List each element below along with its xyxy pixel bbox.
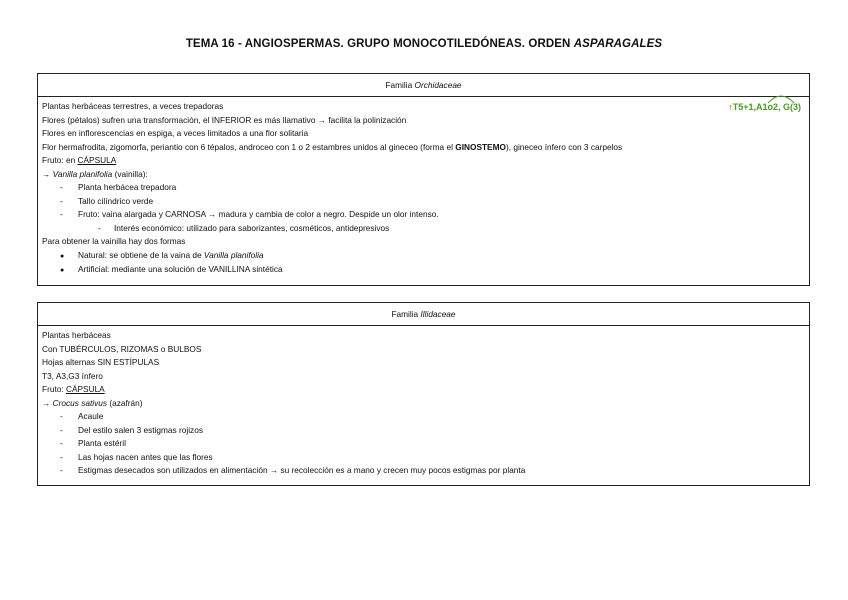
bullet-text: Natural: se obtiene de la vaina de xyxy=(78,249,204,260)
list-item-text: Planta herbácea trepadora xyxy=(78,182,177,192)
arrow-icon: → xyxy=(42,168,53,179)
bullet-item xyxy=(42,263,805,278)
orchidaceae-body xyxy=(38,97,809,282)
title-italic-tail: ASPARAGALES xyxy=(573,38,663,50)
bullet-item xyxy=(42,249,805,264)
dash-marker: - xyxy=(60,451,63,462)
sub-list-item xyxy=(42,222,805,236)
orchid-fruit xyxy=(42,154,805,168)
bullet-icon: ● xyxy=(60,267,65,274)
orchid-line-1: Plantas herbáceas terrestres, a veces trepadoras xyxy=(42,101,224,111)
dash-marker: - xyxy=(60,424,63,435)
list-item xyxy=(42,181,805,195)
page-title xyxy=(0,38,848,50)
iris-species-name: Crocus sativus xyxy=(52,397,108,408)
orchid-species xyxy=(42,168,805,182)
orchid-line-2: Flores (pétalos) sufren una transformación, el INFERIOR es más llamativo → facilita la polinización xyxy=(42,114,407,125)
iridaceae-header-name: Illidaceae xyxy=(420,309,456,319)
list-item xyxy=(42,195,805,209)
arrow-icon: → xyxy=(42,397,53,408)
list-item xyxy=(42,424,805,438)
sub-list-item-text: Interés económico: utilizado para saborizantes, cosméticos, antidepresivos xyxy=(114,222,390,233)
orchidaceae-header xyxy=(38,74,809,97)
list-item xyxy=(42,208,805,222)
bullet-text-italic: Vanilla planifolia xyxy=(203,249,264,260)
iridaceae-body xyxy=(38,326,809,482)
iris-fruit xyxy=(42,383,805,397)
zygomorphic-arrow-icon: ↑ xyxy=(728,102,733,112)
fusion-arc-icon xyxy=(766,92,796,104)
iris-species-common: (azafrán) xyxy=(107,397,143,408)
orchid-species-common: (vainilla): xyxy=(112,168,148,179)
bullet-icon: ● xyxy=(60,252,65,260)
iris-species xyxy=(42,397,805,411)
floral-formula xyxy=(728,101,801,115)
list-item xyxy=(42,451,805,465)
floral-formula-text: T5+1,A1o2, G(3) xyxy=(732,102,801,112)
orchidaceae-box xyxy=(37,73,810,286)
iris-fruit-value: CÁPSULA xyxy=(65,384,105,394)
list-item-text: Tallo cilíndrico verde xyxy=(78,195,154,206)
list-item-text: Acaule xyxy=(78,411,104,421)
list-item-text: Las hojas nacen antes que las flores xyxy=(78,451,213,462)
orchid-line-3: Flores en inflorescencias en espiga, a veces limitados a una flor solitaria xyxy=(42,128,309,138)
orchid-fruit-value: CÁPSULA xyxy=(77,155,117,165)
iridaceae-box xyxy=(37,302,810,486)
dash-marker: - xyxy=(98,222,101,233)
orchid-species-name: Vanilla planifolia xyxy=(52,168,113,179)
iris-fruit-label: Fruto: xyxy=(42,384,66,394)
iris-line-2: Con TUBÉRCULOS, RIZOMAS o BULBOS xyxy=(42,343,202,354)
iris-line-1: Plantas herbáceas xyxy=(42,330,111,340)
orchidaceae-header-prefix: Familia xyxy=(385,80,415,90)
dash-marker: - xyxy=(60,209,63,219)
orchid-fruit-label: Fruto: en xyxy=(42,155,78,165)
dash-marker: - xyxy=(60,182,63,192)
list-item-text: Del estilo salen 3 estigmas rojizos xyxy=(78,424,203,435)
iris-line-3: Hojas alternas SIN ESTÍPULAS xyxy=(42,357,160,367)
orchid-obtain-line: Para obtener la vainilla hay dos formas xyxy=(42,236,186,246)
title-main: TEMA 16 - ANGIOSPERMAS. GRUPO MONOCOTILEDÓNEAS. ORDEN xyxy=(185,38,574,50)
list-item xyxy=(42,437,805,451)
dash-marker: - xyxy=(60,411,63,421)
dash-marker: - xyxy=(60,195,63,206)
iridaceae-header-prefix: Familia xyxy=(391,309,421,319)
orchid-line-4 xyxy=(42,141,805,155)
list-item-text: Fruto: vaina alargada y CARNOSA → madura y cambia de color a negro. Despide un olor intenso. xyxy=(78,209,439,219)
list-item-text: Estigmas desecados son utilizados en alimentación → su recolección es a mano y crecen muy pocos estigmas por planta xyxy=(78,465,526,475)
iridaceae-header xyxy=(38,303,809,326)
orchid-line-4-a: Flor hermafrodita, zigomorfa, periantio con 6 tépalos, androceo con 1 o 2 estambres unidos al gineceo (forma el xyxy=(42,141,456,152)
dash-marker: - xyxy=(60,465,63,475)
orchid-line-4-c: ), gineceo ínfero con 3 carpelos xyxy=(505,141,623,152)
orchid-line-4-bold: GINOSTEMO xyxy=(455,141,506,152)
list-item xyxy=(42,410,805,424)
bullet-text: Artificial: mediante una solución de VANILLINA sintética xyxy=(78,264,283,274)
dash-marker: - xyxy=(60,438,63,448)
iris-line-4: T3, A3,G3 ínfero xyxy=(42,370,103,381)
list-item xyxy=(42,464,805,478)
orchidaceae-header-name: Orchidaceae xyxy=(414,80,462,90)
list-item-text: Planta estéril xyxy=(78,438,126,448)
